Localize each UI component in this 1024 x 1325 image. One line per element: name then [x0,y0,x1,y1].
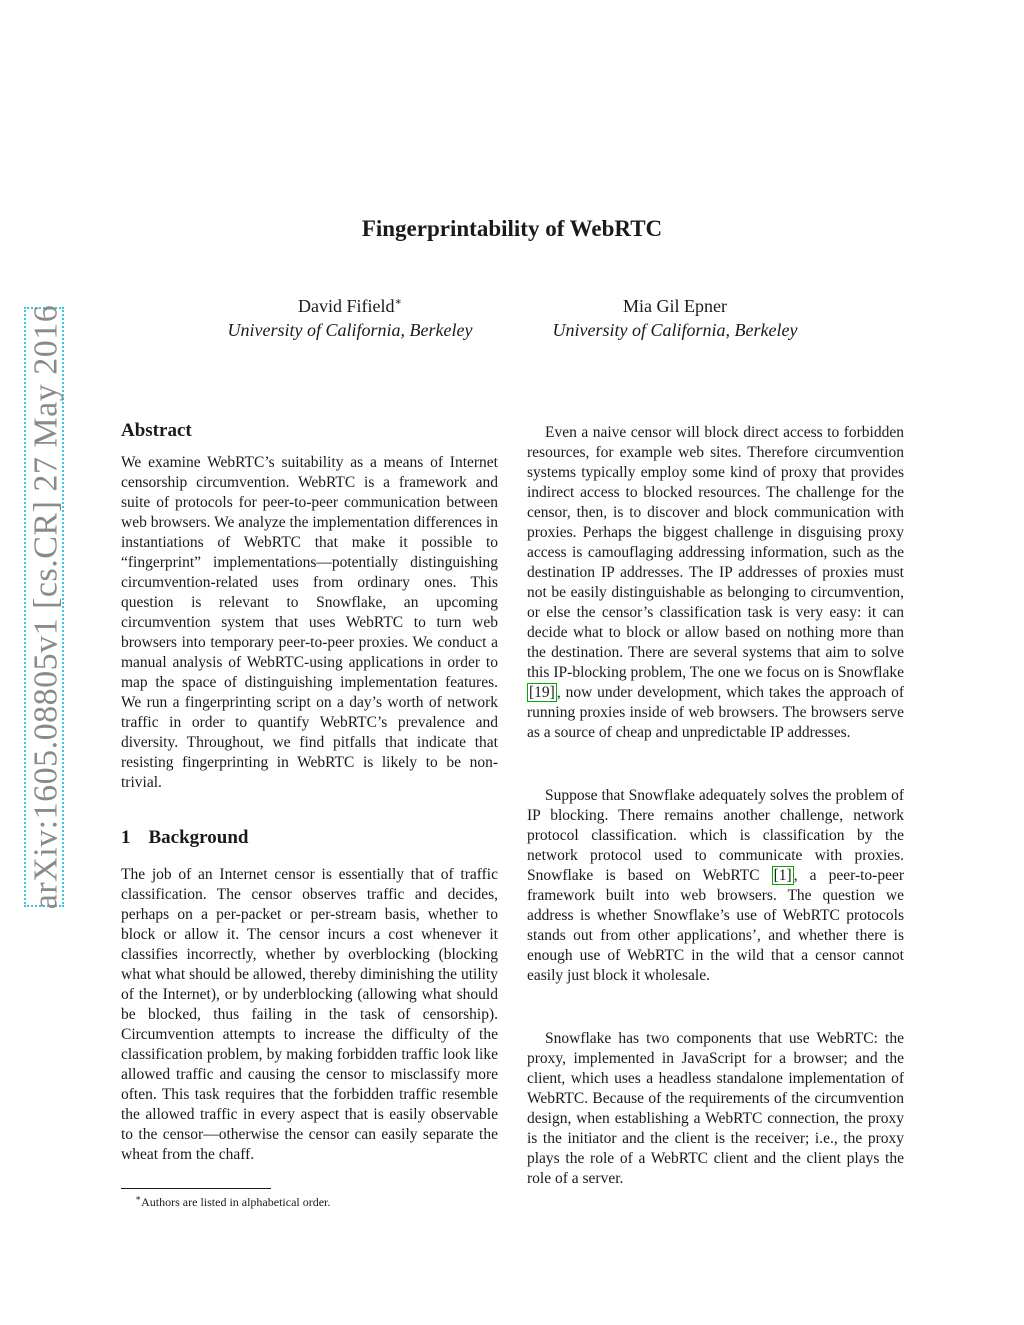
author-name: Mia Gil Epner [623,296,727,316]
right-column [527,423,904,1189]
arxiv-stamp-text: arXiv:1605.08805v1 [cs.CR] 27 May 2016 [27,304,65,910]
author-block [170,290,530,342]
author-block [495,290,855,342]
author-name: David Fifield∗ [298,296,402,316]
body-paragraph: Snowflake has two components that use WebRTC: the proxy, implemented in JavaScript for a browser; and the client, which uses a headless standalone implementation of WebRTC. Because of the requirements of the circumvention design, when establishing a WebRTC connection, the proxy is the initiator and the client is the receiver; i.e., the proxy plays the role of a WebRTC client and the client plays the role of a server. [527,1030,904,1187]
section-heading-background: 1 Background [121,827,249,848]
author-affiliation: University of California, Berkeley [552,320,798,340]
footnote: ∗Authors are listed in alphabetical order. [135,1193,331,1209]
author-affiliation: University of California, Berkeley [227,320,473,340]
footnote-rule [121,1188,271,1189]
citation-link[interactable]: [1] [773,867,792,884]
abstract-heading: Abstract [121,420,192,441]
paper-title: Fingerprintability of WebRTC [361,216,663,241]
arxiv-stamp[interactable] [20,304,72,910]
abstract-text: We examine WebRTC’s suitability as a means of Internet censorship circumvention. WebRTC is a framework and suite of protocols for peer-to-peer communication between web browsers. We analyze the implementation differences in instantiations of WebRTC that make it possible to “fingerprint” implementations—potentially distinguishing circumvention-related uses from ordinary ones. This question is relevant to Snowflake, an upcoming circumvention system that uses WebRTC to turn web browsers into temporary peer-to-peer proxies. We conduct a manual analysis of WebRTC-using applications in order to map the space of distinguishing implementation features. We run a fingerprinting script on a day’s worth of network traffic in order to quantify WebRTC’s prevalence and diversity. Throughout, we find pitfalls that indicate that resisting fingerprinting in WebRTC is likely to be non-trivial. [121,454,498,791]
body-paragraph: Suppose that Snowflake adequately solves the problem of IP blocking. There remains another challenge, network protocol classification. which is classification by the network protocol used to communicate with proxies. Snowflake is based on WebRTC [1] , a peer-to-peer framework built into web browsers. The question we address is whether Snowflake’s use of WebRTC protocols stands out from other applications’, and whether there is enough use of WebRTC in the wild that a censor cannot easily just block it wholesale. [527,787,904,984]
background-paragraph: The job of an Internet censor is essentially that of traffic classification. The censor observes traffic and decides, perhaps on a per-packet or per-stream basis, whether to block or allow it. The censor incurs a cost whenever it classifies incorrectly, whether by overblocking (blocking what what should be allowed, thereby diminishing the utility of the Internet), or by underblocking (allowing what should be blocked, thus failing in the task of censorship). Circumvention attempts to increase the difficulty of the classification problem, by making forbidden traffic look like allowed traffic and causing the censor to misclassify more often. This task requires that the forbidden traffic resemble the allowed traffic in every aspect that is easily observable to the censor—otherwise the censor can easily separate the wheat from the chaff. [121,866,498,1163]
citation-link[interactable]: [19] [529,684,555,701]
body-paragraph: Even a naive censor will block direct access to forbidden resources, for example web sites. Therefore circumvention systems typically employ some kind of proxy that provides indirect access to blocked resources. The challenge for the censor, then, is to discover and block communication with proxies. Perhaps the biggest challenge in disguising proxy access is camouflaging addressing information, such as the destination IP addresses. The IP addresses of proxies must not be easily distinguishable as belonging to circumvention, or else the censor’s classification task is very easy: it can decide what to block or allow based on nothing more than the destination. There are several systems that aim to solve this IP-blocking problem, The one we focus on is Snowflake [19] , now under development, which takes the approach of running proxies inside of web browsers. The browsers serve as a source of cheap and unpredictable IP addresses. [527,424,904,741]
left-column [121,421,498,1165]
